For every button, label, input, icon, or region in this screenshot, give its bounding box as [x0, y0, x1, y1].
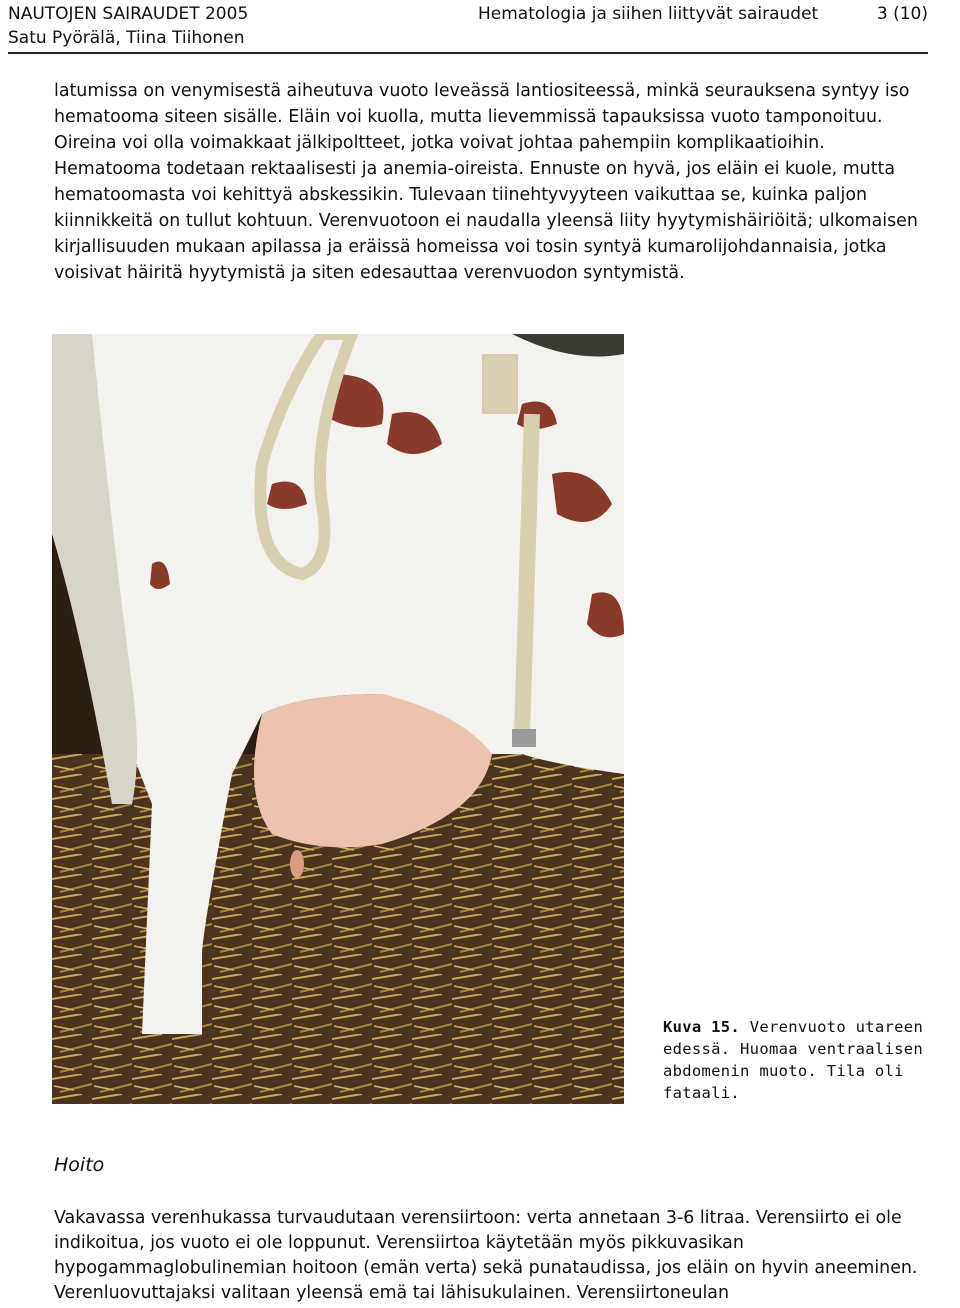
paragraph-text: latumissa on venymisestä aiheutuva vuoto leveässä lantiositeessä, minkä seurauksena syntyy iso hematooma siteen sisälle. Eläin voi kuolla, mutta lievemmissä tapauksissa vuoto tamponoituu. Oireina voi olla voimakkaat jälkipoltteet, jotka voivat johtaa pahempiin komplikaatioihin. Hematooma todetaan rektaalisesti ja anemia-oireista. Ennuste on hyvä, jos eläin ei kuole, mutta hematoomasta voi kehittyä abskessikin. Tulevaan tiinehtyvyyteen vaikuttaa se, kuinka paljon kiinnikkeitä on tullut kohtuun. Verenvuotoon ei naudalla yleensä liity hyytymishäiriöitä; ulkomaisen kirjallisuuden mukaan apilassa ja eräissä homeissa voi tosin syntyä kumarolijohdannaisia, jotka voisivat häiritä hyytymistä ja siten edesauttaa verenvuodon syntymistä. [54, 81, 918, 283]
strap-buckle-band [482, 354, 518, 414]
figure-caption-text: Verenvuoto utareen edessä. Huomaa ventraalisen abdomenin muoto. Tila oli fataali. [663, 1018, 924, 1102]
strap-clip [512, 729, 536, 747]
page-number: 3 (10) [876, 4, 928, 24]
teat [290, 850, 304, 878]
document-authors: Satu Pyörälä, Tiina Tiihonen [8, 28, 245, 48]
page-header [8, 0, 928, 54]
section-paragraph [54, 1206, 930, 1306]
section-text: Vakavassa verenhukassa turvaudutaan verensiirtoon: verta annetaan 3-6 litraa. Verensiirto ei ole indikoitua, jos vuoto ei ole loppunut. Verensiirtoa käytetään myös pikkuvasikan hypogammaglobulinemian hoitoon (emän verta) sekä punataudissa, jos eläin on hyvin aneeminen. Verenluovuttajaksi valitaan yleensä emä tai lähisukulainen. Verensiirtoneulan [54, 1208, 918, 1303]
header-left [8, 2, 248, 50]
strap-vertical [522, 414, 532, 734]
section-heading: Hoito [54, 1154, 105, 1176]
figure-caption [663, 1016, 943, 1104]
chapter-title: Hematologia ja siihen liittyvät sairaudet [478, 4, 819, 24]
figure-label: Kuva 15. [663, 1018, 741, 1036]
figure-photo [52, 334, 624, 1104]
body-paragraph [54, 78, 930, 286]
document-title: NAUTOJEN SAIRAUDET 2005 [8, 4, 249, 24]
cow-udder-photo [52, 334, 624, 1104]
